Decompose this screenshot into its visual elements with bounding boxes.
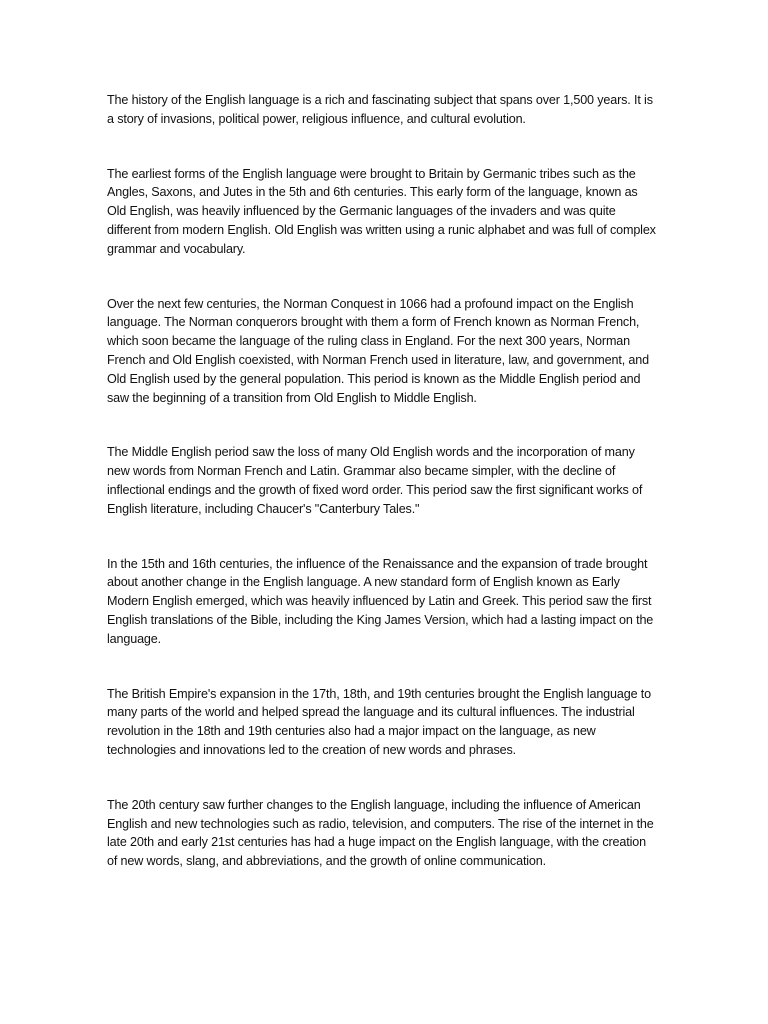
paragraph-20th-century: The 20th century saw further changes to the English language, including the influence of American English and new technologies such as radio, television, and computers. The rise of the internet in the late 20th and early 21st centuries has had a huge impact on the English language, with the creation of new words, slang, and abbreviations, and the growth of online communication.: [107, 797, 654, 869]
paragraph-intro: The history of the English language is a rich and fascinating subject that spans over 1,500 years. It is a story of invasions, political power, religious influence, and cultural evolution.: [107, 93, 653, 126]
paragraph-middle-english: The Middle English period saw the loss of many Old English words and the incorporation of many new words from Norman French and Latin. Grammar also became simpler, with the decline of inflectional endings and the growth of fixed word order. This period saw the first significant works of English literature, including Chaucer's "Canterbury Tales.": [107, 445, 643, 516]
paragraph-norman-conquest: Over the next few centuries, the Norman Conquest in 1066 had a profound impact on the English language. The Norman conquerors brought with them a form of French known as Norman French, which soon became the language of the ruling class in England. For the next 300 years, Norman French and Old English coexisted, with Norman French used in literature, law, and government, and Old English used by the general population. This period is known as the Middle English period and saw the beginning of a transition from Old English to Middle English.: [107, 296, 649, 405]
paragraph-british-empire: The British Empire's expansion in the 17th, 18th, and 19th centuries brought the English language to many parts of the world and helped spread the language and its cultural influences. The industrial revolution in the 18th and 19th centuries also had a major impact on the language, as new technologies and innovations led to the creation of new words and phrases.: [107, 686, 651, 757]
paragraph-early-modern-english: In the 15th and 16th centuries, the influence of the Renaissance and the expansion of trade brought about another change in the English language. A new standard form of English known as Early Modern English emerged, which was heavily influenced by Latin and Greek. This period saw the first English translations of the Bible, including the King James Version, which had a lasting impact on the language.: [107, 556, 654, 646]
document-body: [107, 91, 659, 871]
paragraph-old-english: The earliest forms of the English language were brought to Britain by Germanic tribes such as the Angles, Saxons, and Jutes in the 5th and 6th centuries. This early form of the language, known as Old English, was heavily influenced by the Germanic languages of the invaders and was quite different from modern English. Old English was written using a runic alphabet and was full of complex grammar and vocabulary.: [107, 166, 656, 256]
